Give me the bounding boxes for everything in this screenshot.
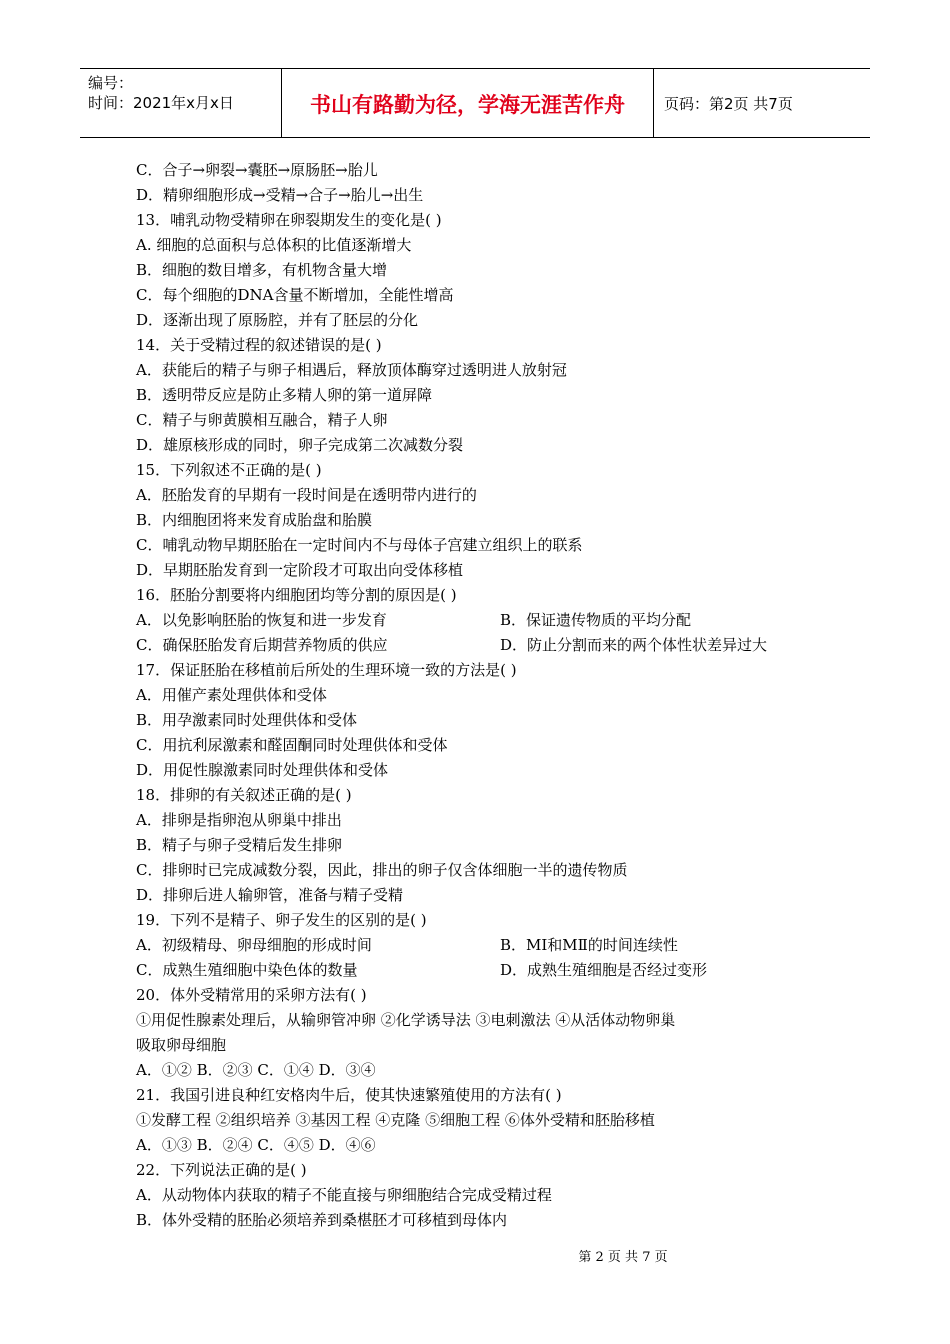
text-line: B．内细胞团将来发育成胎盘和胎膜 xyxy=(136,511,373,529)
text-line: D．精卵细胞形成→受精→合子→胎儿→出生 xyxy=(136,186,424,204)
text-line: D．早期胚胎发育到一定阶段才可取出向受体移植 xyxy=(136,561,464,579)
header-meta xyxy=(80,69,282,137)
text-line: C．哺乳动物早期胚胎在一定时间内不与母体子宫建立组织上的联系 xyxy=(136,536,583,554)
text-line: A. 细胞的总面积与总体积的比值逐渐增大 xyxy=(136,236,412,254)
text-line: B．透明带反应是防止多精人卵的第一道屏障 xyxy=(136,386,433,404)
text-block-1 xyxy=(136,158,836,608)
text-line: 19．下列不是精子、卵子发生的区别的是( ) xyxy=(136,911,427,929)
text-line: C．精子与卵黄膜相互融合，精子人卵 xyxy=(136,411,388,429)
q16-options xyxy=(136,608,836,658)
text-line: 13．哺乳动物受精卵在卵裂期发生的变化是( ) xyxy=(136,211,442,229)
q19-options xyxy=(136,933,836,983)
text-line: 吸取卵母细胞 xyxy=(136,1036,227,1054)
text-line: A．①② B．②③ C．①④ D．③④ xyxy=(136,1061,376,1079)
header-motto: 书山有路勤为径，学海无涯苦作舟 xyxy=(282,69,654,137)
text-line: C．排卵时已完成减数分裂，因此，排出的卵子仅含体细胞一半的遗传物质 xyxy=(136,861,628,879)
text-line: C．用抗利尿激素和醛固酮同时处理供体和受体 xyxy=(136,736,448,754)
text-line: A．①③ B．②④ C．④⑤ D．④⑥ xyxy=(136,1136,376,1154)
option-text: A．初级精母、卵母细胞的形成时间 xyxy=(136,936,372,954)
text-line: A．从动物体内获取的精子不能直接与卵细胞结合完成受精过程 xyxy=(136,1186,552,1204)
option-row xyxy=(136,633,836,658)
text-line: B．细胞的数目增多，有机物含量大增 xyxy=(136,261,388,279)
text-line: D．用促性腺激素同时处理供体和受体 xyxy=(136,761,389,779)
page-footer xyxy=(0,1246,950,1265)
text-line: 17．保证胚胎在移植前后所处的生理环境一致的方法是( ) xyxy=(136,661,517,679)
text-line: A．胚胎发育的早期有一段时间是在透明带内进行的 xyxy=(136,486,477,504)
text-line: 18．排卵的有关叙述正确的是( ) xyxy=(136,786,352,804)
text-line: 20．体外受精常用的采卵方法有( ) xyxy=(136,986,367,1004)
serial-number-label: 编号： xyxy=(88,74,134,92)
text-line: 16．胚胎分割要将内细胞团均等分割的原因是( ) xyxy=(136,586,457,604)
text-line: B．精子与卵子受精后发生排卵 xyxy=(136,836,343,854)
date-label: 时间：2021年x月x日 xyxy=(88,94,234,112)
text-line: D．排卵后进人输卵管，准备与精子受精 xyxy=(136,886,404,904)
option-text: C．成熟生殖细胞中染色体的数量 xyxy=(136,961,358,979)
text-line: ①发酵工程 ②组织培养 ③基因工程 ④克隆 ⑤细胞工程 ⑥体外受精和胚胎移植 xyxy=(136,1111,655,1129)
text-line: D．雄原核形成的同时，卵子完成第二次减数分裂 xyxy=(136,436,464,454)
text-line: 15．下列叙述不正确的是( ) xyxy=(136,461,322,479)
option-row xyxy=(136,608,836,633)
document-body xyxy=(136,158,836,1233)
text-block-2 xyxy=(136,658,836,933)
text-block-3 xyxy=(136,983,836,1233)
text-line: ①用促性腺素处理后，从输卵管冲卵 ②化学诱导法 ③电刺激法 ④从活体动物卵巢 xyxy=(136,1011,676,1029)
option-row xyxy=(136,958,836,983)
option-text: C．确保胚胎发育后期营养物质的供应 xyxy=(136,636,388,654)
text-line: A．获能后的精子与卵子相遇后，释放顶体酶穿过透明进人放射冠 xyxy=(136,361,567,379)
option-text: D．防止分割而来的两个体性状差异过大 xyxy=(500,636,768,654)
text-line: 14．关于受精过程的叙述错误的是( ) xyxy=(136,336,382,354)
option-text: A．以免影响胚胎的恢复和进一步发育 xyxy=(136,611,387,629)
text-line: A．排卵是指卵泡从卵巢中排出 xyxy=(136,811,342,829)
text-line: 22．下列说法正确的是( ) xyxy=(136,1161,307,1179)
footer-page-number: 第 2 页 共 7 页 xyxy=(578,1250,668,1265)
option-text: B．保证遗传物质的平均分配 xyxy=(500,611,692,629)
text-line: A．用催产素处理供体和受体 xyxy=(136,686,327,704)
text-line: C．每个细胞的DNA含量不断增加，全能性增高 xyxy=(136,286,454,304)
text-line: C．合子→卵裂→囊胚→原肠胚→胎儿 xyxy=(136,161,378,179)
text-line: B．用孕激素同时处理供体和受体 xyxy=(136,711,358,729)
option-row xyxy=(136,933,836,958)
header-page-code: 页码：第2页 共7页 xyxy=(664,94,793,113)
option-text: B．MⅠ和MⅡ的时间连续性 xyxy=(500,936,678,954)
page-header xyxy=(80,68,870,138)
text-line: B．体外受精的胚胎必须培养到桑椹胚才可移植到母体内 xyxy=(136,1211,508,1229)
text-line: D．逐渐出现了原肠腔，并有了胚层的分化 xyxy=(136,311,419,329)
option-text: D．成熟生殖细胞是否经过变形 xyxy=(500,961,708,979)
text-line: 21．我国引进良种红安格肉牛后，使其快速繁殖使用的方法有( ) xyxy=(136,1086,562,1104)
